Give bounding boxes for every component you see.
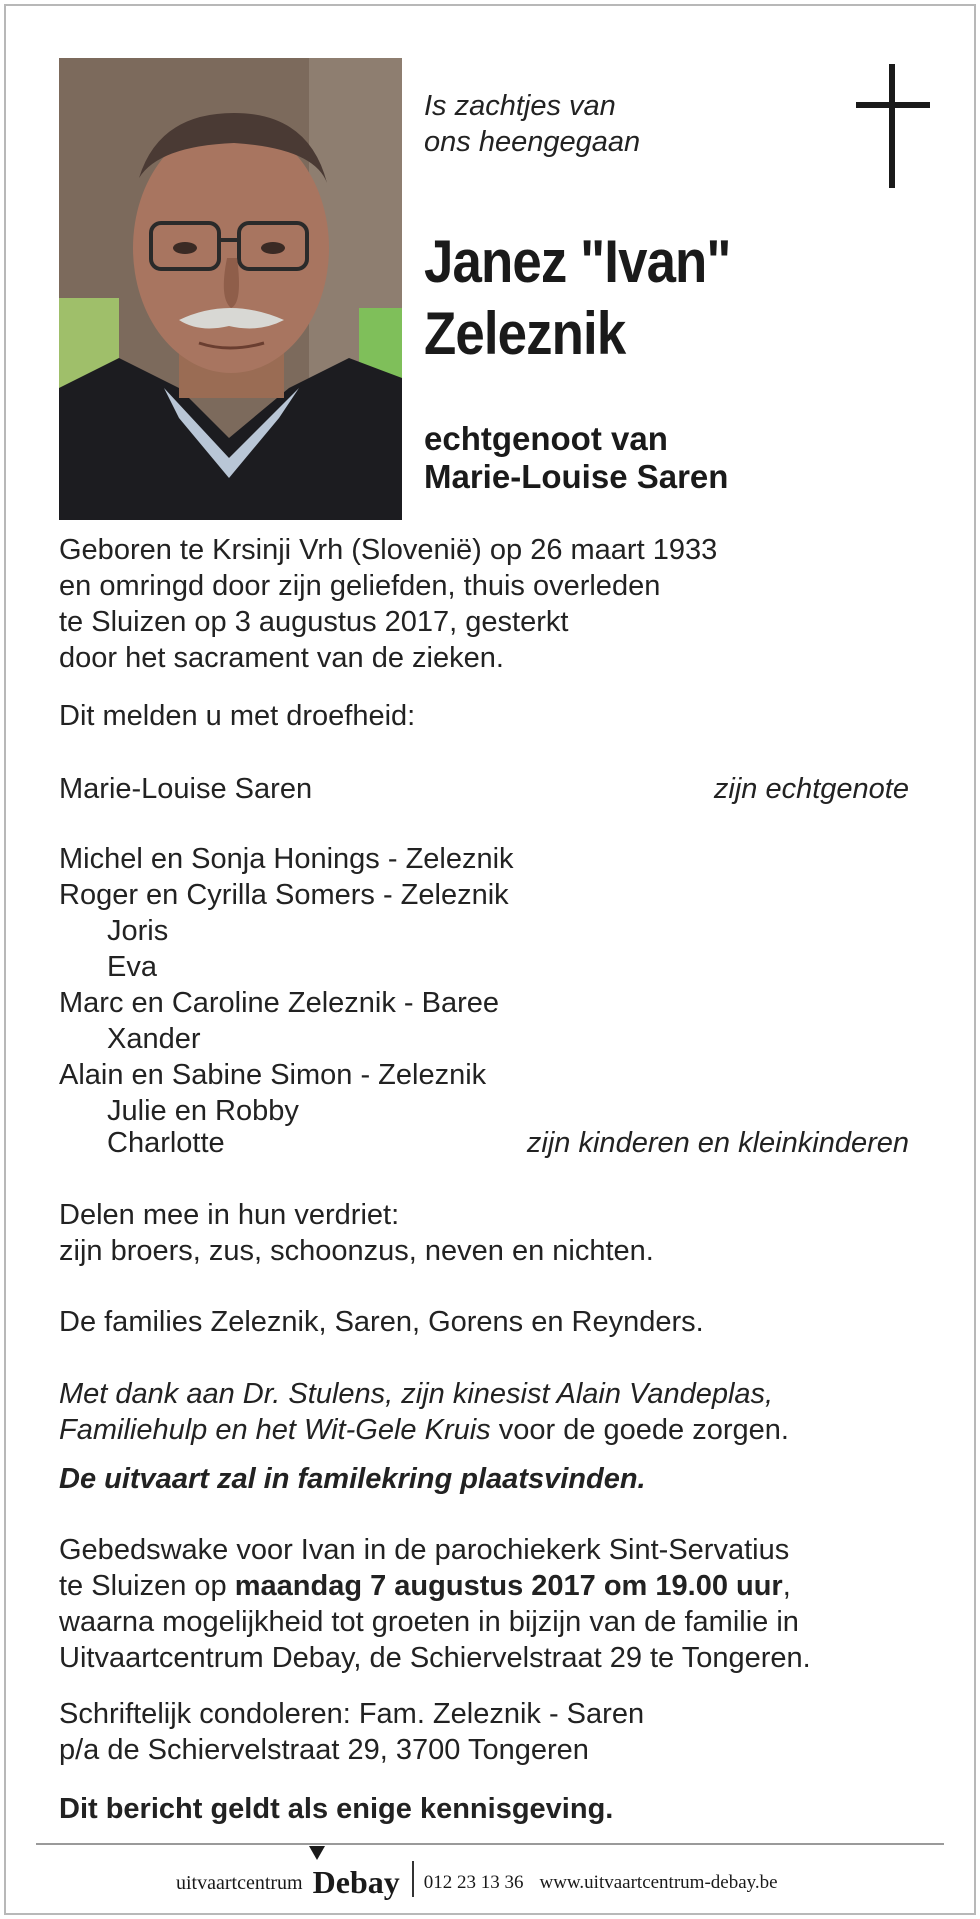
footer-separator — [412, 1861, 414, 1897]
spouse-line: Marie-Louise Saren — [424, 458, 729, 495]
birth-paragraph — [59, 532, 717, 676]
grandchild-line: Joris — [107, 915, 169, 947]
text-line: en omringd door zijn geliefden, thuis overleden — [59, 570, 661, 602]
text-line: waarna mogelijkheid tot groeten in bijzijn van de familie in — [59, 1606, 799, 1638]
share-paragraph — [59, 1197, 654, 1269]
portrait-photo — [59, 58, 402, 520]
triangle-icon — [309, 1846, 325, 1860]
spouse-entry-name: Marie-Louise Saren — [59, 773, 313, 805]
wake-paragraph — [59, 1532, 811, 1676]
cross-icon — [856, 64, 930, 188]
name-line: Zeleznik — [424, 300, 626, 367]
family-line: Roger en Cyrilla Somers - Zeleznik — [59, 879, 509, 911]
family-line: Marc en Caroline Zeleznik - Baree — [59, 987, 500, 1019]
family-role: zijn kinderen en kleinkinderen — [526, 1127, 909, 1159]
wake-date: maandag 7 augustus 2017 om 19.00 uur — [234, 1570, 783, 1602]
family-line: Michel en Sonja Honings - Zeleznik — [59, 843, 514, 875]
condolence-paragraph — [59, 1696, 644, 1768]
text-line: door het sacrament van de zieken. — [59, 642, 504, 674]
brand-big-text: Debay — [312, 1864, 400, 1900]
footer — [176, 1853, 778, 1903]
name-line: Janez "Ivan" — [424, 228, 731, 295]
announcement: Dit melden u met droefheid: — [59, 700, 416, 732]
spouse-entry-role: zijn echtgenote — [713, 773, 909, 805]
deceased-name — [424, 226, 731, 370]
family-list — [59, 841, 514, 1129]
funeral-note: De uitvaart zal in familekring plaatsvinden. — [59, 1463, 646, 1495]
family-line: Alain en Sabine Simon - Zeleznik — [59, 1059, 487, 1091]
footer-divider — [36, 1843, 944, 1845]
text-line: Gebedswake voor Ivan in de parochiekerk Sint-Servatius — [59, 1534, 790, 1566]
text-line: zijn broers, zus, schoonzus, neven en nichten. — [59, 1235, 654, 1267]
intro-line: ons heengegaan — [424, 126, 641, 158]
families-line: De families Zeleznik, Saren, Gorens en Reynders. — [59, 1306, 704, 1338]
thanks-line — [59, 1412, 789, 1448]
spouse-entry — [59, 771, 909, 807]
wake-start: te Sluizen op — [59, 1570, 235, 1602]
text-line: Delen mee in hun verdriet: — [59, 1199, 400, 1231]
brand-logo — [313, 1864, 400, 1903]
family-last-row — [59, 1125, 909, 1161]
text-line: p/a de Schiervelstraat 29, 3700 Tongeren — [59, 1734, 589, 1766]
intro-line: Is zachtjes van — [424, 90, 616, 122]
grandchild-line: Xander — [107, 1023, 201, 1055]
notice: Dit bericht geldt als enige kennisgeving. — [59, 1793, 614, 1825]
thanks-paragraph — [59, 1376, 789, 1448]
grandchild-line: Charlotte — [107, 1127, 225, 1159]
intro-text — [424, 88, 640, 160]
text-line: te Sluizen op 3 augustus 2017, gesterkt — [59, 606, 569, 638]
text-line: Uitvaartcentrum Debay, de Schiervelstraat 29 te Tongeren. — [59, 1642, 811, 1674]
thanks-italic: Familiehulp en het Wit-Gele Kruis — [59, 1414, 491, 1446]
footer-website: www.uitvaartcentrum-debay.be — [539, 1872, 778, 1893]
brand-small: uitvaartcentrum — [176, 1872, 303, 1894]
wake-end: , — [782, 1570, 791, 1602]
footer-phone: 012 23 13 36 — [423, 1872, 524, 1893]
grandchild-line: Julie en Robby — [107, 1095, 299, 1127]
thanks-line: Met dank aan Dr. Stulens, zijn kinesist Alain Vandeplas, — [59, 1378, 774, 1410]
thanks-rest: voor de goede zorgen. — [490, 1414, 789, 1446]
text-line: Schriftelijk condoleren: Fam. Zeleznik - Saren — [59, 1698, 645, 1730]
spouse-heading — [424, 420, 728, 496]
grandchild-line: Eva — [107, 951, 157, 983]
spouse-line: echtgenoot van — [424, 420, 668, 457]
text-line: Geboren te Krsinji Vrh (Slovenië) op 26 maart 1933 — [59, 534, 718, 566]
text-line — [59, 1568, 811, 1604]
